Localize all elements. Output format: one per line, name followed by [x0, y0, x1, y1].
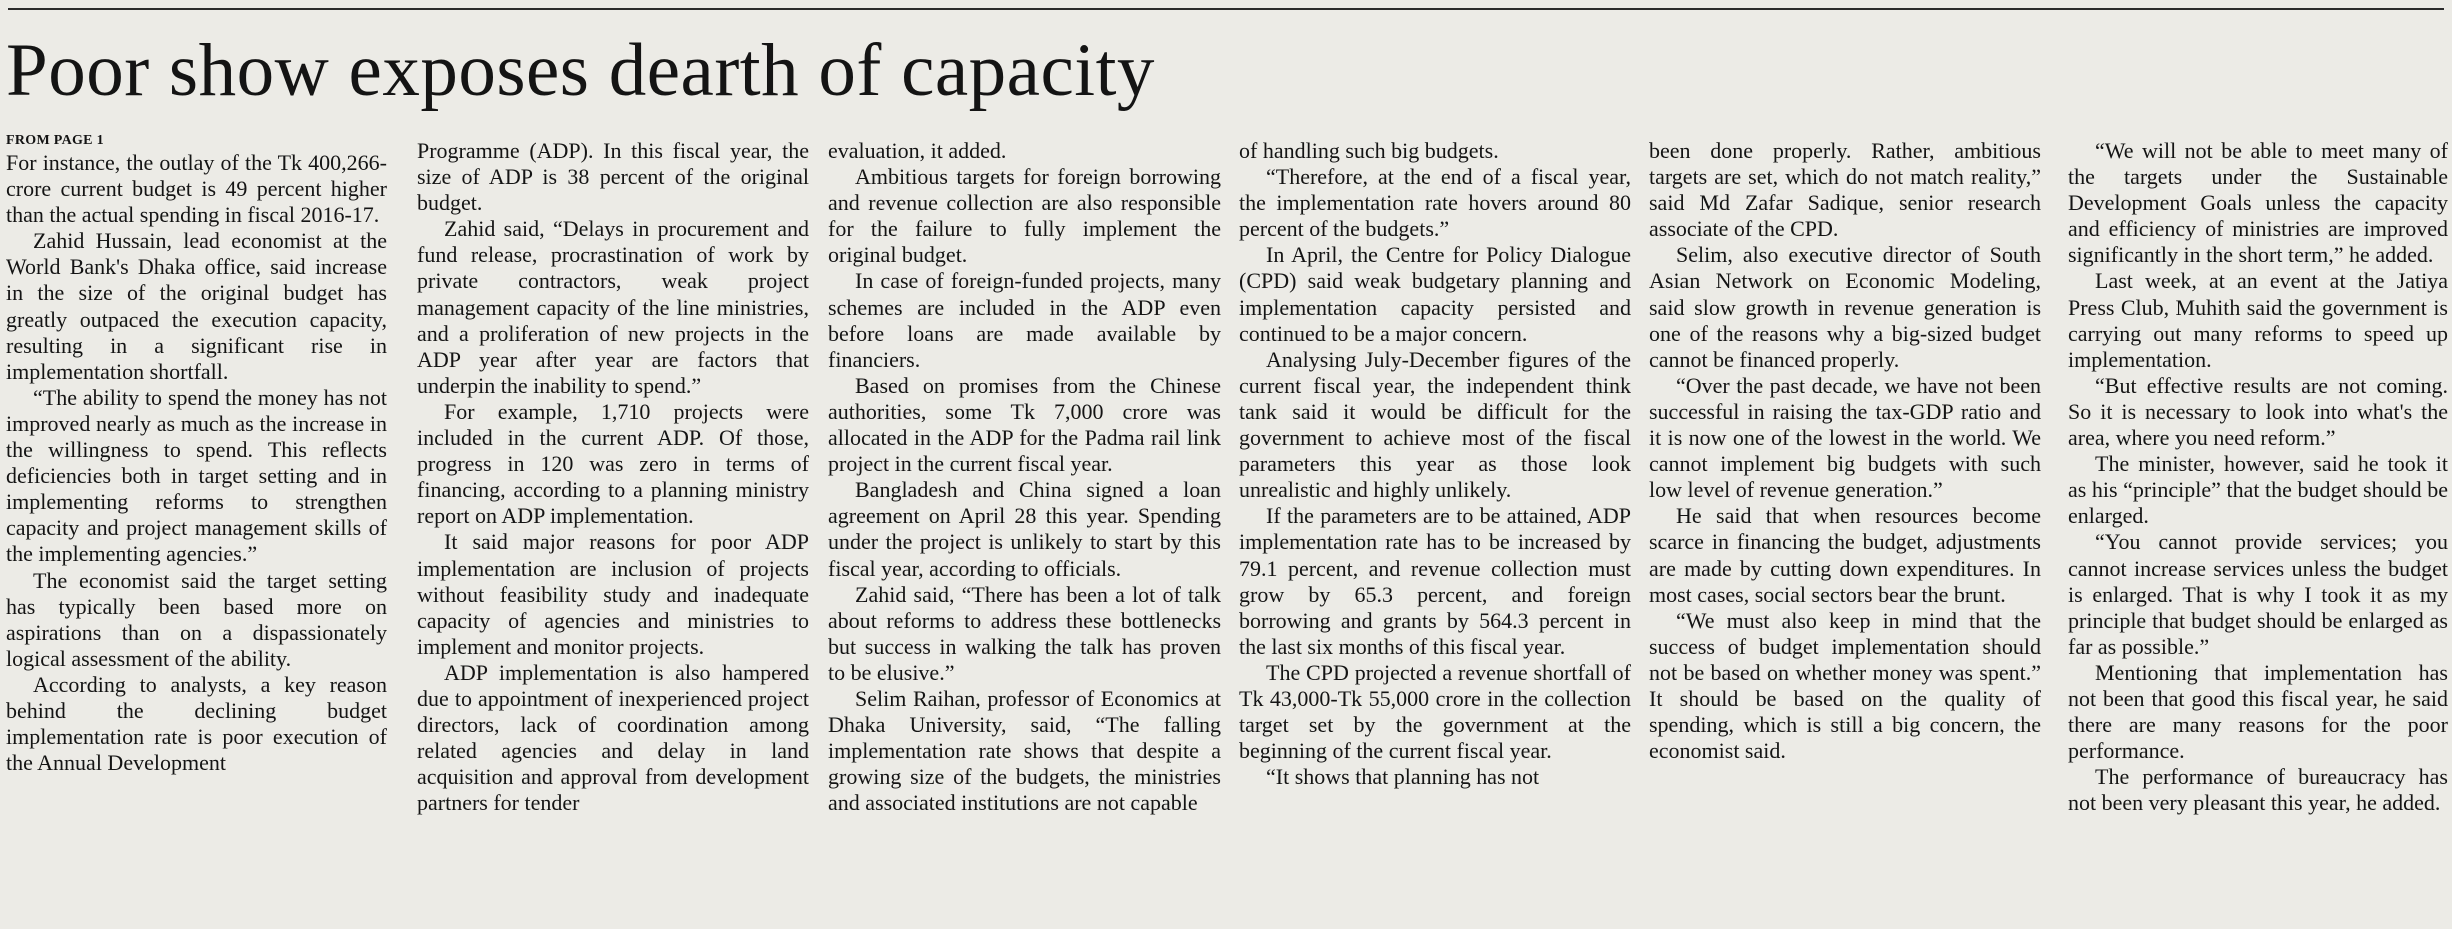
paragraph: “But effective results are not coming. So it is necessary to look into what's the area, where you need reform.” [2068, 372, 2448, 451]
paragraph: been done properly. Rather, ambitious targets are set, which do not match reality,” said Md Zafar Sadique, senior research associate of the CPD. [1649, 138, 2041, 242]
paragraph: Selim Raihan, professor of Economics at Dhaka University, said, “The falling implementation rate shows that despite a growing size of the budgets, the ministries and associated institutions are not capable [828, 685, 1221, 816]
paragraph: ADP implementation is also hampered due to appointment of inexperienced project directors, lack of coordination among related agencies and delay in land acquisition and approval from development partners for tender [417, 659, 809, 816]
column-1 [6, 132, 387, 776]
paragraph: evaluation, it added. [828, 138, 1007, 163]
paragraph: “Therefore, at the end of a fiscal year, the implementation rate hovers around 80 percent of the budgets.” [1239, 164, 1631, 242]
paragraph: Zahid said, “There has been a lot of talk about reforms to address these bottlenecks but success in walking the talk has proven to be elusive.” [828, 581, 1221, 685]
column-4 [1239, 138, 1631, 790]
paragraph: Bangladesh and China signed a loan agreement on April 28 this year. Spending under the project is unlikely to start by this fiscal year, according to officials. [828, 477, 1221, 581]
paragraph: Ambitious targets for foreign borrowing and revenue collection are also responsible for the failure to fully implement the original budget. [828, 164, 1221, 268]
paragraph: According to analysts, a key reason behind the declining budget implementation rate is poor execution of the Annual Development [6, 671, 387, 776]
paragraph: The minister, however, said he took it as his “principle” that the budget should be enlarged. [2068, 451, 2448, 529]
paragraph: In April, the Centre for Policy Dialogue (CPD) said weak budgetary planning and implementation capacity persisted and continued to be a major concern. [1239, 242, 1631, 346]
paragraph: The performance of bureaucracy has not been very pleasant this year, he added. [2068, 764, 2448, 816]
paragraph: “You cannot provide services; you cannot increase services unless the budget is enlarged. That is why I took it as my principle that budget should be enlarged as far as possible.” [2068, 529, 2448, 659]
paragraph: Programme (ADP). In this fiscal year, the size of ADP is 38 percent of the original budget. [417, 138, 809, 216]
paragraph: Zahid Hussain, lead economist at the World Bank's Dhaka office, said increase in the size of the original budget has greatly outpaced the execution capacity, resulting in a significant rise in implementation shortfall. [6, 228, 387, 384]
paragraph: Zahid said, “Delays in procurement and fund release, procrastination of work by private contractors, weak project management capacity of the line ministries, and a proliferation of new projects in the ADP year after year are factors that underpin the inability to spend.” [417, 216, 809, 398]
paragraph: In case of foreign-funded projects, many schemes are included in the ADP even before loans are made available by financiers. [828, 268, 1221, 372]
paragraph: He said that when resources become scarce in financing the budget, adjustments are made by cutting down expenditures. In most cases, social sectors bear the brunt. [1649, 503, 2041, 607]
paragraph: Last week, at an event at the Jatiya Press Club, Muhith said the government is carrying out many reforms to speed up implementation. [2068, 268, 2448, 372]
column-6 [2068, 138, 2448, 816]
column-5 [1649, 138, 2041, 764]
paragraph: The CPD projected a revenue shortfall of Tk 43,000-Tk 55,000 crore in the collection target set by the government at the beginning of the current fiscal year. [1239, 659, 1631, 764]
top-rule [8, 8, 2444, 10]
paragraph: For example, 1,710 projects were included in the current ADP. Of those, progress in 120 was zero in terms of financing, according to a planning ministry report on ADP implementation. [417, 398, 809, 529]
paragraph: “We must also keep in mind that the success of budget implementation should not be based on whether money was spent.” It should be based on the quality of spending, which is still a big concern, the economist said. [1649, 607, 2041, 764]
paragraph: It said major reasons for poor ADP implementation are inclusion of projects without feasibility study and inadequate capacity of agencies and ministries to implement and monitor projects. [417, 529, 809, 659]
column-3 [828, 138, 1221, 816]
paragraph: The economist said the target setting has typically been based more on aspirations than on a dispassionately logical assessment of the ability. [6, 567, 387, 671]
paragraph: “The ability to spend the money has not improved nearly as much as the increase in the willingness to spend. This reflects deficiencies both in target setting and in implementing reforms to strengthen capacity and project management skills of the implementing agencies.” [6, 384, 387, 567]
paragraph: Mentioning that implementation has not been that good this fiscal year, he said there are many reasons for the poor performance. [2068, 659, 2448, 764]
column-2 [417, 138, 809, 816]
paragraph: “Over the past decade, we have not been successful in raising the tax-GDP ratio and it is now one of the lowest in the world. We cannot implement big budgets with such low level of revenue generation.” [1649, 372, 2041, 503]
paragraph: Based on promises from the Chinese authorities, some Tk 7,000 crore was allocated in the ADP for the Padma rail link project in the current fiscal year. [828, 372, 1221, 477]
paragraph: Analysing July-December figures of the current fiscal year, the independent think tank said it would be difficult for the government to achieve most of the fiscal parameters this year as those look unrealistic and highly unlikely. [1239, 346, 1631, 503]
jump-slug: FROM PAGE 1 [6, 133, 104, 148]
paragraph: Selim, also executive director of South Asian Network on Economic Modeling, said slow growth in revenue generation is one of the reasons why a big-sized budget cannot be financed properly. [1649, 242, 2041, 372]
paragraph: If the parameters are to be attained, ADP implementation rate has to be increased by 79.1 percent, and revenue collection must grow by 65.3 percent, and foreign borrowing and grants by 564.3 percent in the last six months of this fiscal year. [1239, 503, 1631, 659]
paragraph: “We will not be able to meet many of the targets under the Sustainable Development Goals unless the capacity and efficiency of ministries are improved significantly in the short term,” he added. [2068, 138, 2448, 268]
paragraph: “It shows that planning has not [1266, 764, 1540, 790]
paragraph: For instance, the outlay of the Tk 400,266-crore current budget is 49 percent higher than the actual spending in fiscal 2016-17. [6, 150, 387, 228]
headline: Poor show exposes dearth of capacity [6, 29, 1155, 112]
paragraph: of handling such big budgets. [1239, 138, 1499, 163]
